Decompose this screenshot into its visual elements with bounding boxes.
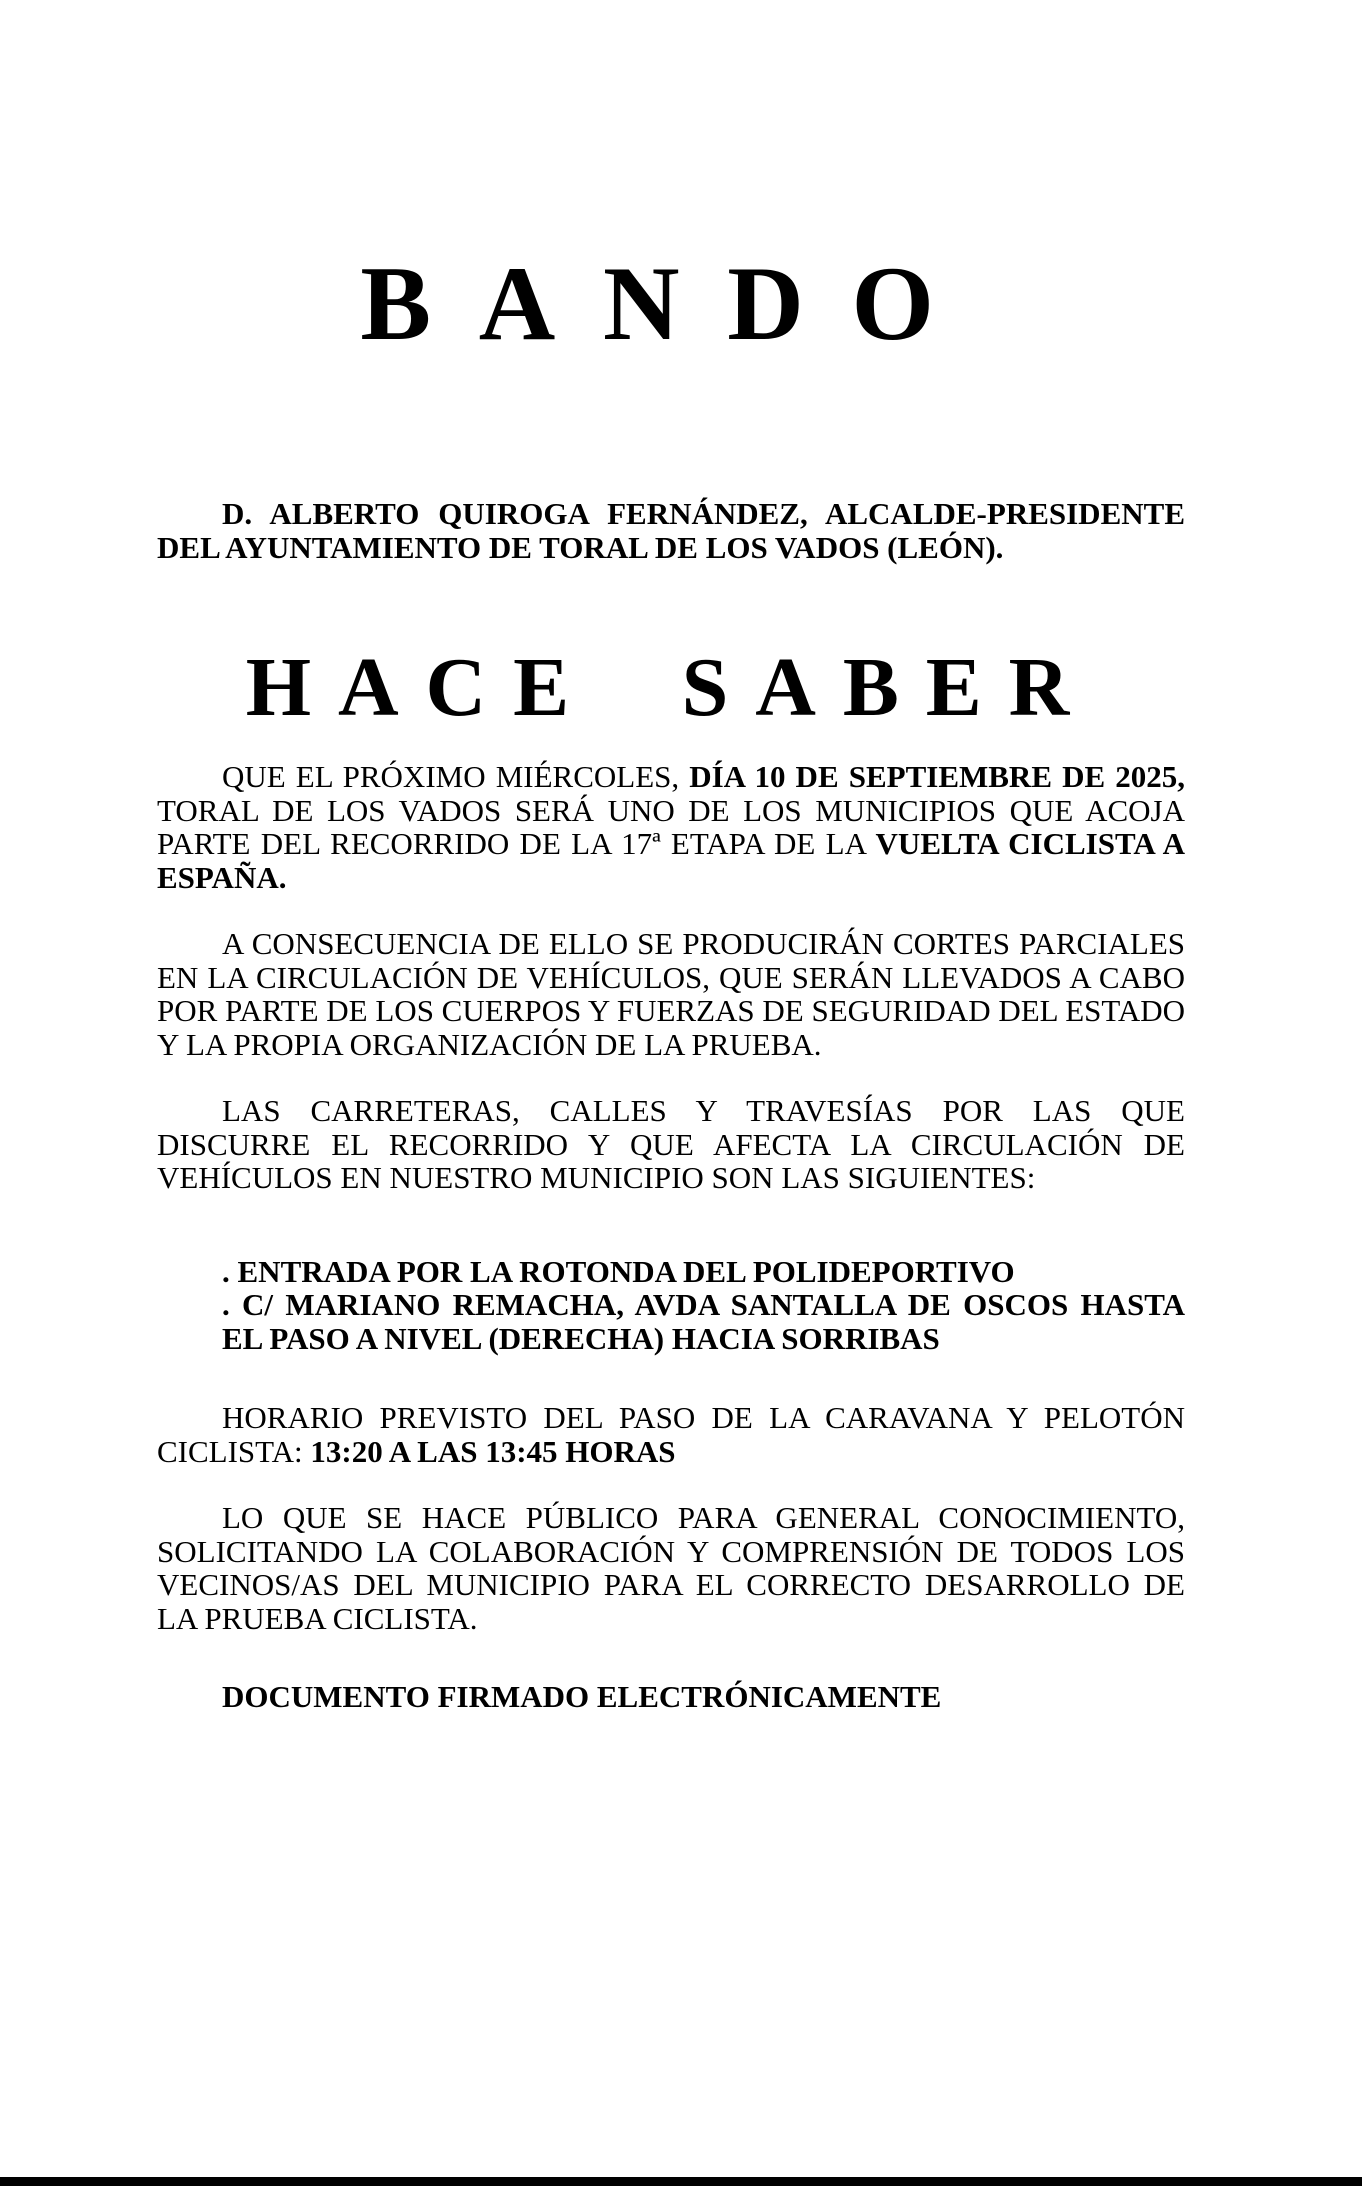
bottom-scan-bar <box>0 2177 1362 2186</box>
date-announcement-paragraph: QUE EL PRÓXIMO MIÉRCOLES, DÍA 10 DE SEPTIEMBRE DE 2025, TORAL DE LOS VADOS SERÁ UNO DE LOS MUNICIPIOS QUE ACOJA PARTE DEL RECORRIDO DE LA 17ª ETAPA DE LA VUELTA CICLISTA A ESPAÑA. <box>157 759 1186 895</box>
affected-roads-intro-paragraph: LAS CARRETERAS, CALLES Y TRAVESÍAS POR LAS QUE DISCURRE EL RECORRIDO Y QUE AFECTA LA CIRCULACIÓN DE VEHÍCULOS EN NUESTRO MUNICIPIO SON LAS SIGUIENTES: <box>157 1093 1185 1196</box>
schedule-paragraph: HORARIO PREVISTO DEL PASO DE LA CARAVANA Y PELOTÓN CICLISTA: 13:20 A LAS 13:45 HORAS <box>157 1400 1185 1469</box>
road-closures-list <box>222 1255 1185 1356</box>
electronic-signature-line: DOCUMENTO FIRMADO ELECTRÓNICAMENTE <box>222 1679 942 1715</box>
document-title: BANDO <box>360 245 982 362</box>
public-notice-paragraph: LO QUE SE HACE PÚBLICO PARA GENERAL CONOCIMIENTO, SOLICITANDO LA COLABORACIÓN Y COMPRENSIÓN DE TODOS LOS VECINOS/AS DEL MUNICIPIO PARA EL CORRECTO DESARROLLO DE LA PRUEBA CICLISTA. <box>157 1500 1185 1636</box>
mayor-intro-paragraph: D. ALBERTO QUIROGA FERNÁNDEZ, ALCALDE-PRESIDENTE DEL AYUNTAMIENTO DE TORAL DE LOS VADOS (LEÓN). <box>157 496 1185 565</box>
document-page <box>0 245 1362 2190</box>
road-list-item: . ENTRADA POR LA ROTONDA DEL POLIDEPORTIVO <box>222 1253 1015 1289</box>
road-list-item: . C/ MARIANO REMACHA, AVDA SANTALLA DE OSCOS HASTA EL PASO A NIVEL (DERECHA) HACIA SORRIBAS <box>222 1287 1185 1356</box>
traffic-cuts-paragraph: A CONSECUENCIA DE ELLO SE PRODUCIRÁN CORTES PARCIALES EN LA CIRCULACIÓN DE VEHÍCULOS, QUE SERÁN LLEVADOS A CABO POR PARTE DE LOS CUERPOS Y FUERZAS DE SEGURIDAD DEL ESTADO Y LA PROPIA ORGANIZACIÓN DE LA PRUEBA. <box>157 926 1185 1062</box>
hace-saber-heading: HACE SABER <box>245 641 1097 735</box>
